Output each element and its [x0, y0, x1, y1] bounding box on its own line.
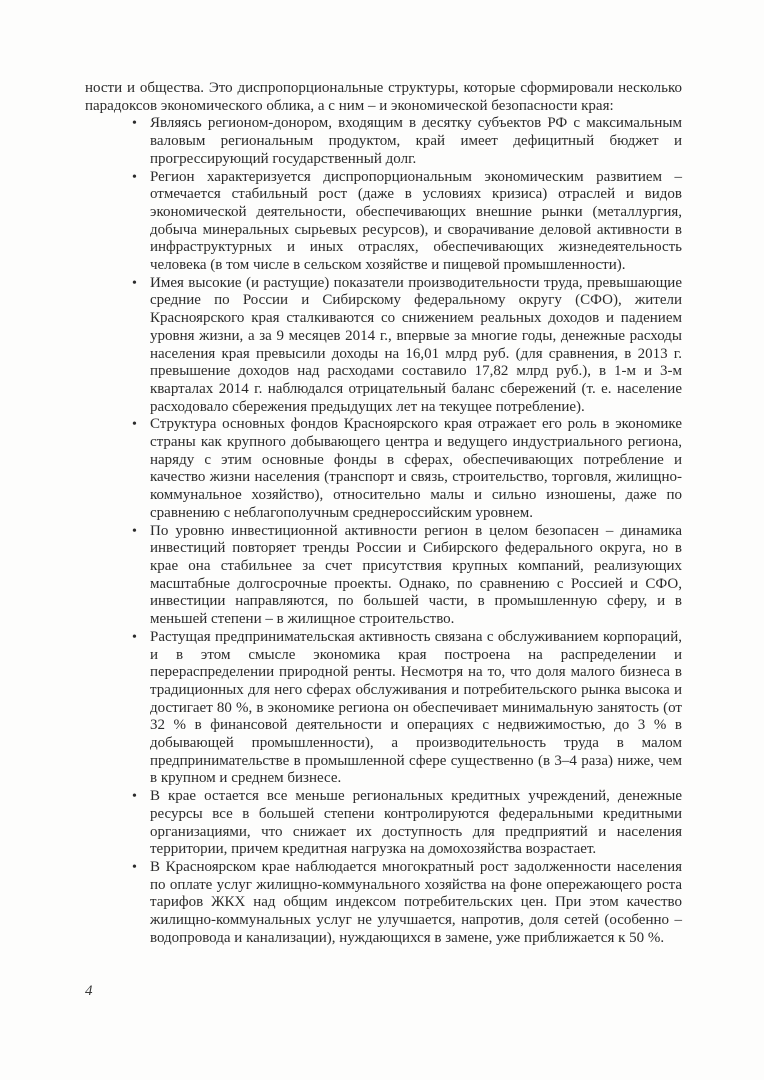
bullet-marker: •	[132, 275, 137, 291]
bullet-item-text: Регион характеризуется диспропорциональным экономическим развитием – отмечается стабильный рост (даже в условиях кризиса) отраслей и видов экономической деятельности, обеспечивающих внешние рынки (металлургия, добыча минеральных сырьевых ресурсов), и сворачивание деловой активности в инфраструктурных и иных отраслях, обеспечивающих жизнедеятельность человека (в том числе в сельском хозяйстве и пищевой промышленности).	[150, 168, 682, 274]
bullet-list	[85, 115, 682, 947]
bullet-item-text: В Красноярском крае наблюдается многократный рост задолженности населения по оплате услуг жилищно-коммунального хозяйства на фоне опережающего роста тарифов ЖКХ над общим индексом потребительских цен. При этом качество жилищно-коммунальных услуг не улучшается, напротив, доля сетей (особенно – водопровода и канализации), нуждающихся в замене, уже приближается к 50 %.	[150, 858, 682, 946]
bullet-item	[125, 788, 682, 859]
bullet-item	[125, 169, 682, 275]
bullet-item-text: Имея высокие (и растущие) показатели производительности труда, превышающие средние по России и Сибирскому федеральному округу (СФО), жители Красноярского края сталкиваются со снижением реальных доходов и падением уровня жизни, а за 9 месяцев 2014 г., впервые за многие годы, денежные расходы населения края превысили доходы на 16,01 млрд руб. (для сравнения, в 2013 г. превышение доходов над расходами составило 17,82 млрд руб.), в 1-м и 3-м кварталах 2014 г. наблюдался отрицательный баланс сбережений (т. е. население расходовало сбережения предыдущих лет на текущее потребление).	[150, 274, 682, 415]
page-body	[85, 80, 682, 947]
bullet-marker: •	[132, 417, 137, 433]
bullet-item-text: В крае остается все меньше региональных кредитных учреждений, денежные ресурсы все в большей степени контролируются федеральными кредитными организациями, что снижает их доступность для предприятий и населения территории, причем кредитная нагрузка на домохозяйства возрастает.	[150, 788, 682, 858]
intro-paragraph: ности и общества. Это диспропорциональные структуры, которые сформировали несколько парадоксов экономического облика, а с ним – и экономической безопасности края:	[85, 80, 682, 114]
bullet-marker: •	[132, 116, 137, 132]
bullet-item-text: Структура основных фондов Красноярского края отражает его роль в экономике страны как крупного добывающего центра и ведущего индустриального региона, наряду с этим основные фонды в сферах, обеспечивающих потребление и качество жизни населения (транспорт и связь, строительство, торговля, жилищно-коммунальное хозяйство), относительно малы и сильно изношены, даже по сравнению с неблагополучным среднероссийским уровнем.	[150, 416, 682, 521]
bullet-item-text: Растущая предпринимательская активность связана с обслуживанием корпораций, и в этом смысле экономика края построена на распределении и перераспределении природной ренты. Несмотря на то, что доля малого бизнеса в традиционных для него сферах обслуживания и потребительского рынка высока и достигает 80 %, в экономике региона он обеспечивает минимальную занятость (от 32 % в финансовой деятельности и операциях с недвижимостью, до 3 % в добывающей промышленности), а производительность труда в малом предпринимательстве в промышленной сфере существенно (в 3–4 раза) ниже, чем в крупном и среднем бизнесе.	[150, 628, 682, 787]
bullet-item	[125, 416, 682, 522]
bullet-item	[125, 275, 682, 417]
bullet-item-text: По уровню инвестиционной активности регион в целом безопасен – динамика инвестиций повторяет тренды России и Сибирского федерального округа, но в крае она стабильнее за счет присутствия крупных компаний, реализующих масштабные долгосрочные проекты. Однако, по сравнению с Россией и СФО, инвестиции направляются, по большей части, в промышленную сферу, и в меньшей степени – в жилищное строительство.	[150, 522, 682, 628]
bullet-marker: •	[132, 629, 137, 645]
bullet-item-text: Являясь регионом-донором, входящим в десятку субъектов РФ с максимальным валовым региональным продуктом, край имеет дефицитный бюджет и прогрессирующий государственный долг.	[150, 115, 682, 167]
bullet-item	[125, 629, 682, 788]
bullet-marker: •	[132, 523, 137, 539]
page-number: 4	[85, 983, 93, 999]
bullet-marker: •	[132, 169, 137, 185]
bullet-item	[125, 115, 682, 168]
bullet-item	[125, 523, 682, 629]
bullet-marker: •	[132, 859, 137, 875]
bullet-marker: •	[132, 789, 137, 805]
bullet-item	[125, 859, 682, 948]
